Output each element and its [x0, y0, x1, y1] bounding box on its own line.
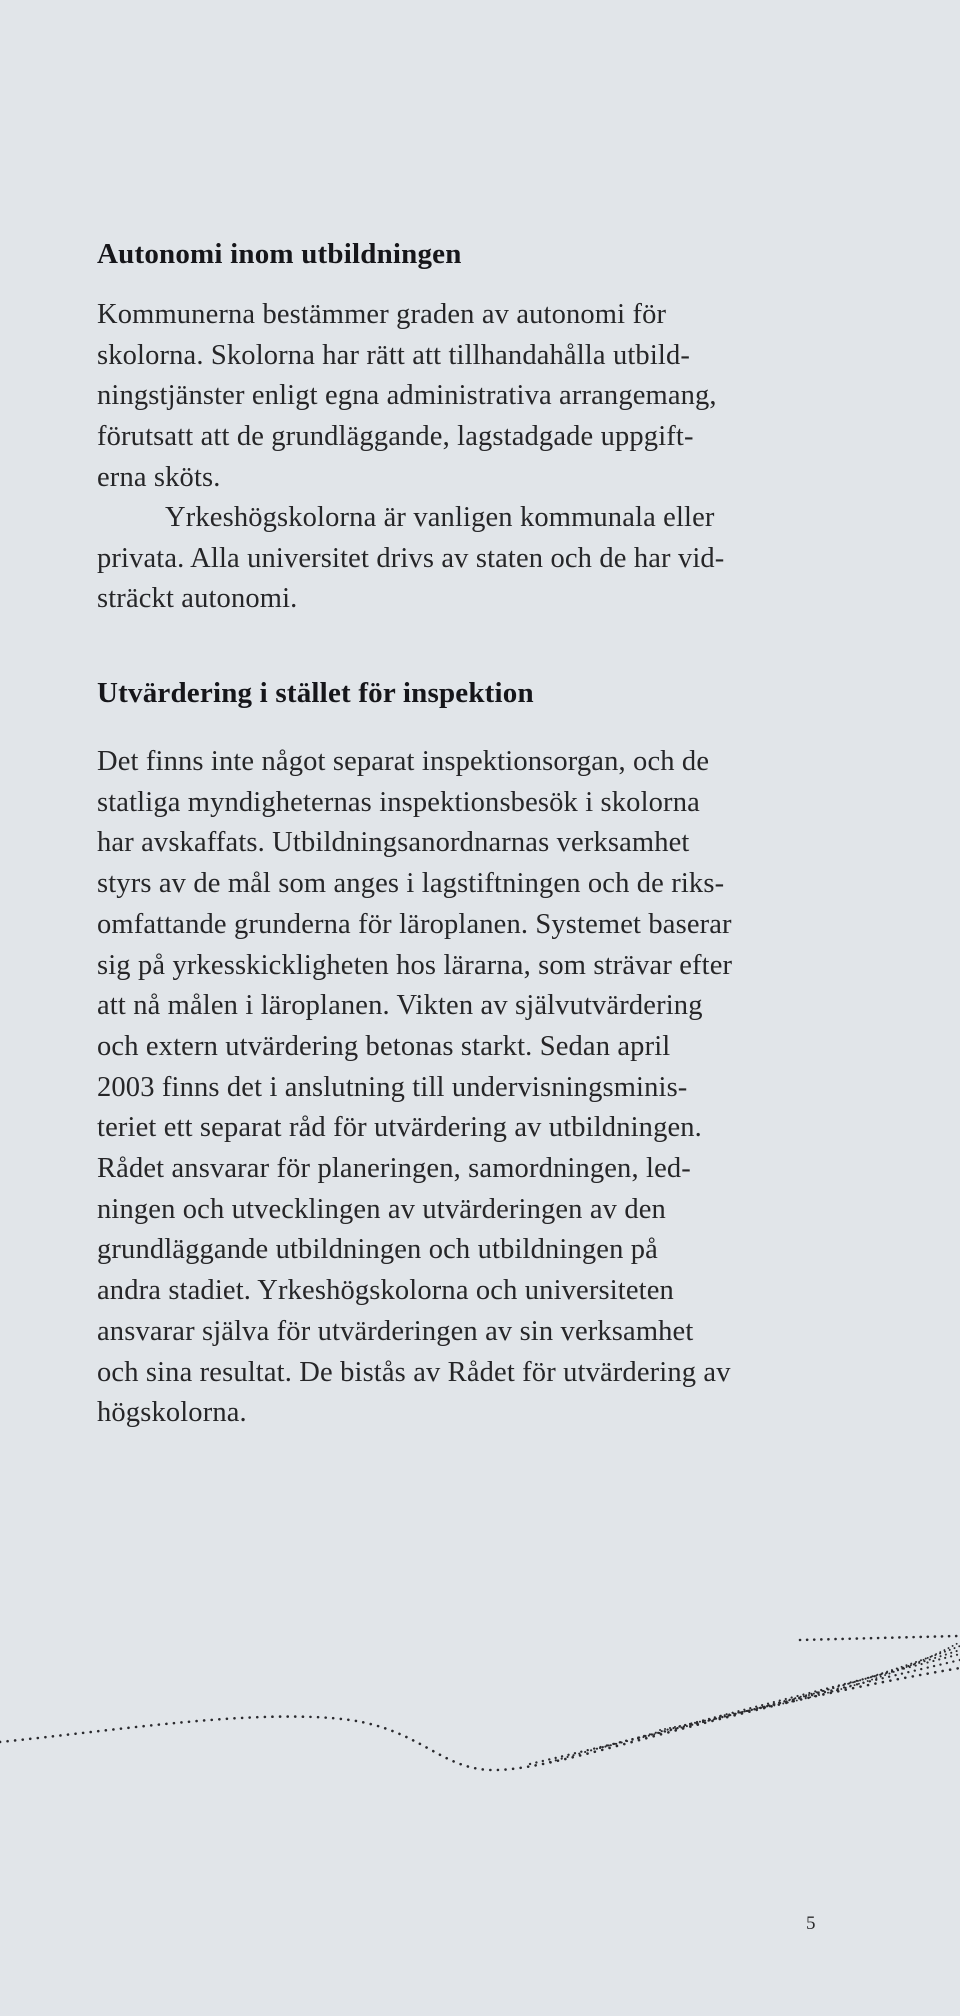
- text-line: ningstjänster enligt egna administrativa arrangemang,: [97, 380, 717, 412]
- text-line: och extern utvärdering betonas starkt. Sedan april: [97, 1030, 671, 1062]
- autonomy-paragraph-1: [97, 295, 837, 499]
- autonomy-paragraph-2: [97, 498, 837, 620]
- text-line: ningen och utvecklingen av utvärderingen av den: [97, 1193, 666, 1225]
- text-line: teriet ett separat råd för utvärdering av utbildningen.: [97, 1112, 702, 1144]
- text-line: Yrkeshögskolorna är vanligen kommunala eller: [165, 502, 715, 533]
- dotted-wave-decoration: [0, 1620, 960, 1780]
- text-line: omfattande grunderna för läroplanen. Systemet baserar: [97, 908, 732, 940]
- dotted-line-upper: [800, 1636, 958, 1640]
- text-line: ansvarar själva för utvärderingen av sin verksamhet: [97, 1315, 694, 1347]
- text-line: Rådet ansvarar för planeringen, samordningen, led-: [97, 1153, 691, 1185]
- text-line: statliga myndigheternas inspektionsbesök i skolorna: [97, 786, 700, 818]
- evaluation-paragraph: [97, 742, 837, 1434]
- text-line: erna sköts.: [97, 461, 221, 493]
- text-line: Det finns inte något separat inspektionsorgan, och de: [97, 746, 710, 777]
- section-heading-autonomy: Autonomi inom utbildningen: [97, 238, 462, 270]
- text-line: att nå målen i läroplanen. Vikten av självutvärdering: [97, 990, 703, 1022]
- text-line: högskolorna.: [97, 1397, 247, 1429]
- text-line: 2003 finns det i anslutning till undervisningsminis-: [97, 1071, 688, 1103]
- text-line: sträckt autonomi.: [97, 583, 298, 615]
- dotted-line-fan-5: [720, 1642, 960, 1716]
- text-line: Kommunerna bestämmer graden av autonomi för: [97, 299, 667, 330]
- text-line: privata. Alla universitet drivs av staten och de har vid-: [97, 542, 725, 574]
- section-heading-evaluation: Utvärdering i stället för inspektion: [97, 677, 534, 709]
- page-number: 5: [806, 1913, 816, 1934]
- text-line: och sina resultat. De bistås av Rådet för utvärdering av: [97, 1356, 731, 1388]
- text-line: skolorna. Skolorna har rätt att tillhandahålla utbild-: [97, 339, 690, 371]
- text-line: sig på yrkesskickligheten hos lärarna, som strävar efter: [97, 949, 733, 981]
- dotted-line-fan-4: [660, 1646, 960, 1730]
- text-line: grundläggande utbildningen och utbildningen på: [97, 1234, 658, 1266]
- dotted-line-main: [0, 1668, 960, 1770]
- text-line: förutsatt att de grundläggande, lagstadgade uppgift-: [97, 421, 694, 453]
- text-line: har avskaffats. Utbildningsanordnarnas verksamhet: [97, 827, 690, 859]
- text-line: styrs av de mål som anges i lagstiftningen och de riks-: [97, 868, 725, 900]
- text-line: andra stadiet. Yrkeshögskolorna och universiteten: [97, 1275, 674, 1307]
